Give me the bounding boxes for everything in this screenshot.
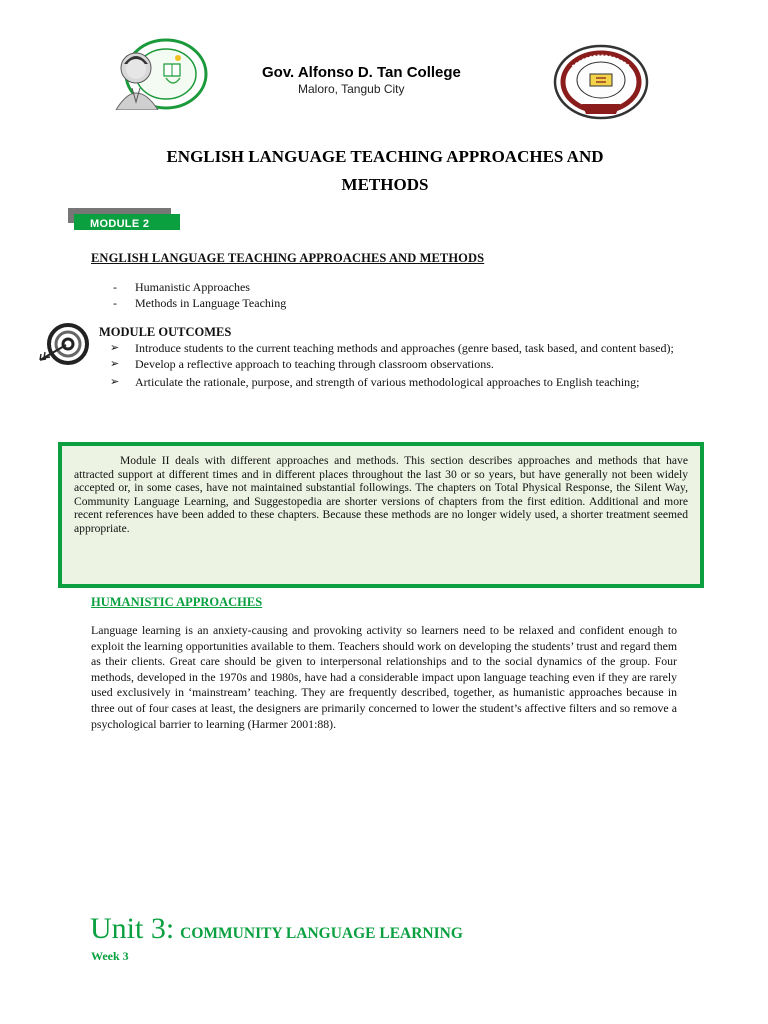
arrow-bullet-icon: ➢ [110,358,120,370]
page-title-line-2: METHODS [341,175,429,194]
gadtc-seal-icon [552,44,650,120]
list-item-text: Humanistic Approaches [135,280,250,294]
intro-text: Module II deals with different approaches and methods. This section describes approaches and methods that have attracted support at different times and in different places throughout the last 30 or so years, but have generally not been widely accepted or, in some cases, have not maintained substantial followings. The chapters on Total Physical Response, the Silent Way, Community Language Learning, and Suggestopedia are shorter versions of chapters from the first edition. Additional and more recent references have been added to these chapters. Because these methods are no longer widely used, a shorter treatment seemed appropriate. [74,454,688,535]
unit-title: COMMUNITY LANGUAGE LEARNING [180,925,463,942]
list-item-text: Methods in Language Teaching [135,296,287,310]
page-title [90,143,680,199]
list-item [110,373,690,392]
section-heading: HUMANISTIC APPROACHES [91,595,263,609]
list-bullet: - [113,280,117,294]
unit-heading [90,912,463,946]
list-item [110,341,690,355]
module-subtitle: ENGLISH LANGUAGE TEACHING APPROACHES AND METHODS [91,251,485,265]
list-item [110,357,690,371]
college-seal-icon [108,38,210,110]
list-item-text: Develop a reflective approach to teaching through classroom observations. [135,357,494,371]
arrow-bullet-icon: ➢ [110,342,120,354]
outcomes-list [110,341,690,394]
arrow-bullet-icon: ➢ [110,376,120,388]
week-label: Week 3 [91,949,129,963]
list-item [113,279,286,295]
intro-box [58,442,704,588]
list-item-text: Introduce students to the current teaching methods and approaches (genre based, task based, and content based); [135,341,674,355]
body-paragraph: Language learning is an anxiety-causing and provoking activity so learners need to be relaxed and confident enough to exploit the learning opportunities available to them. Teachers should work on developing the students’ trust and regard them as their clients. Great care should be given to interpersonal relationships and to the social dynamics of the group. Four methods, developed in the 1970s and 1980s, have had a considerable impact upon language teaching even if they are rarely used exclusively in ‘mainstream’ teaching. They are frequently described, together, as humanistic approaches because in three out of four cases at least, the designers are primarily concerned to lower the student’s affective filters and so remove a psychological barrier to learning (Harmer 2001:88). [91,623,677,731]
college-location: Maloro, Tangub City [298,82,405,96]
topic-list [113,279,286,311]
outcomes-heading: MODULE OUTCOMES [99,325,232,339]
list-item [113,295,286,311]
college-name: Gov. Alfonso D. Tan College [262,64,461,81]
list-item-text: Articulate the rationale, purpose, and strength of various methodological approaches to English teaching; [135,375,640,389]
page-title-line-1: ENGLISH LANGUAGE TEACHING APPROACHES AND [166,147,604,166]
unit-label: Unit 3: [90,912,175,945]
module-tab: MODULE 2 [74,214,180,230]
list-bullet: - [113,296,117,310]
target-arrow-icon [38,322,90,368]
